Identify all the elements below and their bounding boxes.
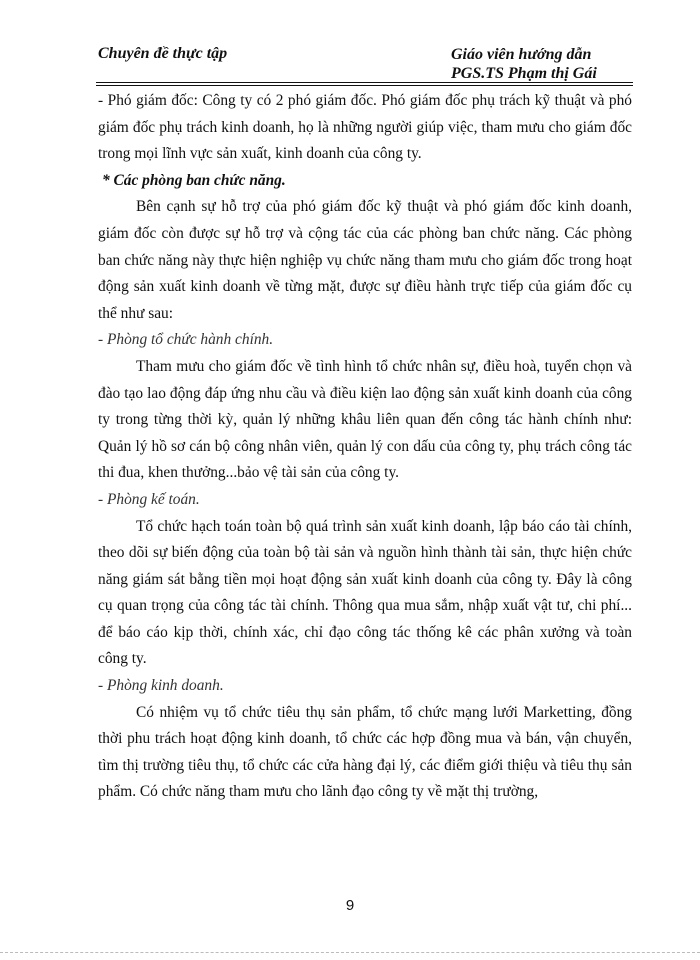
section-paragraph: Bên cạnh sự hỗ trợ của phó giám đốc kỹ thuật và phó giám đốc kinh doanh, giám đốc còn được sự hỗ trợ và cộng tác của các phòng ban chức năng. Các phòng ban chức năng này thực hiện nghiệp vụ chức năng tham mưu cho giám đốc trong hoạt động sản xuất kinh doanh về từng mặt, được sự điều hành trực tiếp của giám đốc cụ thể như sau: [98, 198, 632, 322]
header-supervisor-name: PGS.TS Phạm thị Gái [451, 65, 597, 82]
department-heading-hr: - Phòng tổ chức hành chính. [98, 331, 274, 349]
intro-paragraph: - Phó giám đốc: Công ty có 2 phó giám đốc. Phó giám đốc phụ trách kỹ thuật và phó giám đốc phụ trách kinh doanh, họ là những người giúp việc, tham mưu cho giám đốc trong mọi lĩnh vực sản xuất, kinh doanh của công ty. [98, 92, 632, 163]
body-text [98, 88, 632, 806]
header-title: Chuyên đề thực tập [98, 45, 228, 62]
department-paragraph-sales: Có nhiệm vụ tổ chức tiêu thụ sản phẩm, tổ chức mạng lưới Marketting, đồng thời phu trách hoạt động kinh doanh, tổ chức các hợp đồng mua và bán, vận chuyển, tìm thị trường tiêu thụ, tổ chức các cửa hàng đại lý, các điểm giới thiệu và tiêu thụ sản phẩm. Có chức năng tham mưu cho lãnh đạo công ty về mặt thị trường, [98, 703, 632, 801]
section-heading: * Các phòng ban chức năng. [102, 171, 286, 189]
header-double-rule [96, 82, 633, 86]
header-supervisor-label: Giáo viên hướng dẫn [451, 46, 592, 63]
header-supervisor [451, 45, 597, 83]
department-paragraph-hr: Tham mưu cho giám đốc về tình hình tổ chức nhân sự, điều hoà, tuyển chọn và đào tạo lao động đáp ứng nhu cầu và điều kiện lao động sản xuất kinh doanh của công ty trong từng thời kỳ, quản lý những khâu liên quan đến công tác hành chính như: Quản lý hồ sơ cán bộ công nhân viên, quản lý con dấu của công ty, phụ trách công tác thi đua, khen thưởng...bảo vệ tài sản của công ty. [98, 357, 632, 482]
department-heading-sales: - Phòng kinh doanh. [98, 677, 224, 695]
page-bottom-divider [0, 952, 700, 953]
page-number: 9 [345, 897, 355, 914]
department-heading-accounting: - Phòng kế toán. [98, 490, 200, 508]
department-paragraph-accounting: Tổ chức hạch toán toàn bộ quá trình sản xuất kinh doanh, lập báo cáo tài chính, theo dõi sự biến động của toàn bộ tài sản và nguồn hình thành tài sản, thực hiện chức năng giám sát bằng tiền mọi hoạt động sản xuất kinh doanh của công ty. Đây là công cụ quan trọng của công tác tài chính. Thông qua mua sắm, nhập xuất vật tư, chi phí... để báo cáo kịp thời, chính xác, chỉ đạo công tác thống kê các phân xưởng và toàn công ty. [98, 517, 632, 668]
